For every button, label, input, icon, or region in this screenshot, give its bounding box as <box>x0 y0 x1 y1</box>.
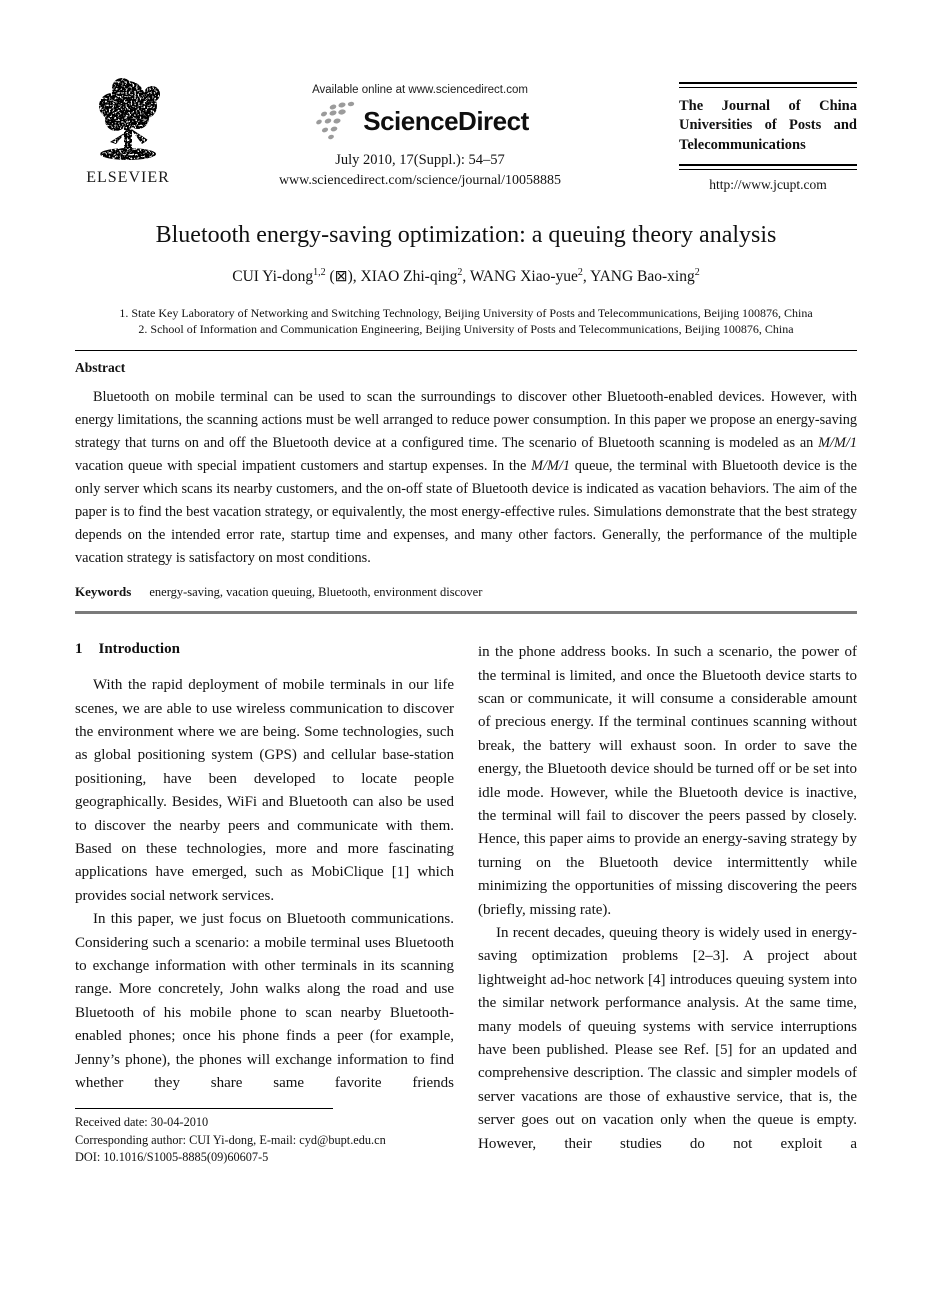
author-4: YANG Bao-xing$^2$ <box>590 267 700 286</box>
right-column <box>478 641 857 1167</box>
sciencedirect-logo <box>245 100 595 142</box>
jcupt-url[interactable]: http://www.jcupt.com <box>709 176 827 192</box>
journal-title-block <box>679 82 857 193</box>
author-1-superscript: 1,2 <box>313 267 326 278</box>
sciencedirect-dots-icon <box>311 101 363 141</box>
double-rule-top <box>679 82 857 88</box>
author-3: WANG Xiao-yue$^2$, <box>469 267 591 286</box>
author-2-superscript: 2 <box>457 267 463 278</box>
author-4-superscript: 2 <box>694 267 700 278</box>
sciencedirect-journal-url[interactable]: www.sciencedirect.com/science/journal/10058885 <box>278 173 562 188</box>
author-3-superscript: 2 <box>577 267 583 278</box>
journal-name: The Journal of China Universities of Posts and Telecommunications <box>679 97 857 153</box>
elsevier-logo <box>78 76 178 187</box>
keywords-label: Keywords <box>75 584 132 600</box>
intro-paragraph-2: In this paper, we just focus on Bluetooth communications. Considering such a scenario: a mobile terminal uses Bluetooth to exchange information with other terminals in its scanning range. More concretely, John walks along the road and use Bluetooth of his mobile phone to scan nearby Bluetooth-enabled phones; once his phone finds a peer (for example, Jenny’s phone), the phones will exchange information to find whether they share same favorite friends <box>75 911 454 1092</box>
section-divider-rule <box>75 611 857 614</box>
corresponding-author-mark: (⊠), <box>325 268 361 286</box>
affiliation-2: 2. School of Information and Communication Engineering, Beijing University of Posts and Telecommunications, Beijing 100876, China <box>138 322 794 337</box>
elsevier-wordmark: ELSEVIER <box>86 169 170 186</box>
corresponding-author-line[interactable]: Corresponding author: CUI Yi-dong, E-mail: cyd@bupt.edu.cn <box>75 1132 386 1147</box>
body-columns <box>75 641 857 1167</box>
double-rule-bottom <box>679 164 857 170</box>
author-2: XIAO Zhi-qing$^2$, <box>360 267 470 286</box>
footnote-rule <box>75 1108 333 1109</box>
section-title: Introduction <box>98 641 180 658</box>
affiliation-1: 1. State Key Laboratory of Networking and Switching Technology, Beijing University of Posts and Telecommunications, Beijing 100876, China <box>119 306 813 321</box>
sciencedirect-block <box>245 84 595 189</box>
author-1: CUI Yi-dong$^{1,2}$ (⊠), <box>232 267 361 286</box>
keywords-text: energy-saving, vacation queuing, Bluetooth, environment discover <box>149 585 483 600</box>
intro-paragraph-1: With the rapid deployment of mobile terminals in our life scenes, we are able to use wireless communication to discover the environment where we are being. Some technologies, such as global positioning system (GPS) and cellular base-station positioning, have been developed to locate people geographically. Besides, WiFi and Bluetooth can also be used to discover the nearby peers and communicate with them. Based on these technologies, more and more fascinating applications have emerged, such as MobiClique [1] which provides social network services. <box>75 677 454 904</box>
received-date: Received date: 30-04-2010 <box>75 1115 209 1130</box>
affiliations <box>75 305 857 337</box>
abstract-top-rule <box>75 350 857 351</box>
section-heading-introduction <box>75 641 454 658</box>
mm1-notation: M/M/1 <box>531 458 571 475</box>
sciencedirect-wordmark: ScienceDirect <box>363 105 529 136</box>
doi-line: DOI: 10.1016/S1005-8885(09)60607-5 <box>75 1150 269 1165</box>
elsevier-tree-icon <box>82 76 174 162</box>
abstract-text: Bluetooth on mobile terminal can be used to scan the surroundings to discover other Bluetooth-enabled devices. However, with energy limitations, the scanning actions must be well arranged to reduce power consumption. In this paper we propose an energy-saving strategy that turns on and off the Bluetooth device at a configured time. The scenario of Bluetooth scanning is modeled as an M/M/1 vacation queue with special impatient customers and startup expenses. In the M/M/1 queue, the terminal with Bluetooth device is the only server which scans its nearby customers, and the on-off state of Bluetooth device is indicated as vacation behaviors. The aim of the paper is to find the best vacation strategy, or equivalently, the most energy-effective rules. Simulations demonstrate that the best strategy depends on the intended error rate, startup time and expenses, and many other factors. Generally, the performance of the multiple vacation strategy is satisfactory on most conditions. <box>75 389 858 567</box>
footnote-block <box>75 1108 454 1167</box>
intro-paragraph-3: in the phone address books. In such a scenario, the power of the terminal is limited, and once the Bluetooth device starts to scan or communicate, it will consume a considerable amount of precious energy. If the terminal continues scanning without break, the battery will exhaust soon. In order to save the energy, the Bluetooth device should be turned off or be set into idle mode. However, while the Bluetooth device is inactive, the terminal will fail to discover the peers passed by closely. Hence, this paper aims to provide an energy-saving strategy by turning on the Bluetooth device intermittently while minimizing the opportunities of missing discovering the peers (briefly, missing rate). <box>478 644 857 918</box>
section-number: 1 <box>75 641 83 658</box>
journal-header <box>75 0 857 216</box>
paper-title: Bluetooth energy-saving optimization: a queuing theory analysis <box>155 222 777 248</box>
left-column <box>75 641 454 1167</box>
issue-line: July 2010, 17(Suppl.): 54–57 <box>335 152 505 168</box>
author-line <box>75 267 857 286</box>
available-online-text: Available online at www.sciencedirect.com <box>312 84 528 96</box>
keywords-line <box>75 584 857 600</box>
mm1-notation: M/M/1 <box>818 435 857 452</box>
abstract-heading: Abstract <box>75 360 126 376</box>
intro-paragraph-4: In recent decades, queuing theory is widely used in energy-saving optimization problems [2–3]. A project about lightweight ad-hoc network [4] introduces queuing system into the similar network performance analysis. At the same time, many models of queuing systems with service interruptions have been published. Please see Ref. [5] for an updated and comprehensive description. The classic and simpler models of server vacations are those of exhaustive service, that is, the server goes out on vacation only when the queue is empty. However, their studies do not exploit a <box>478 925 857 1152</box>
page-content <box>75 0 857 1167</box>
